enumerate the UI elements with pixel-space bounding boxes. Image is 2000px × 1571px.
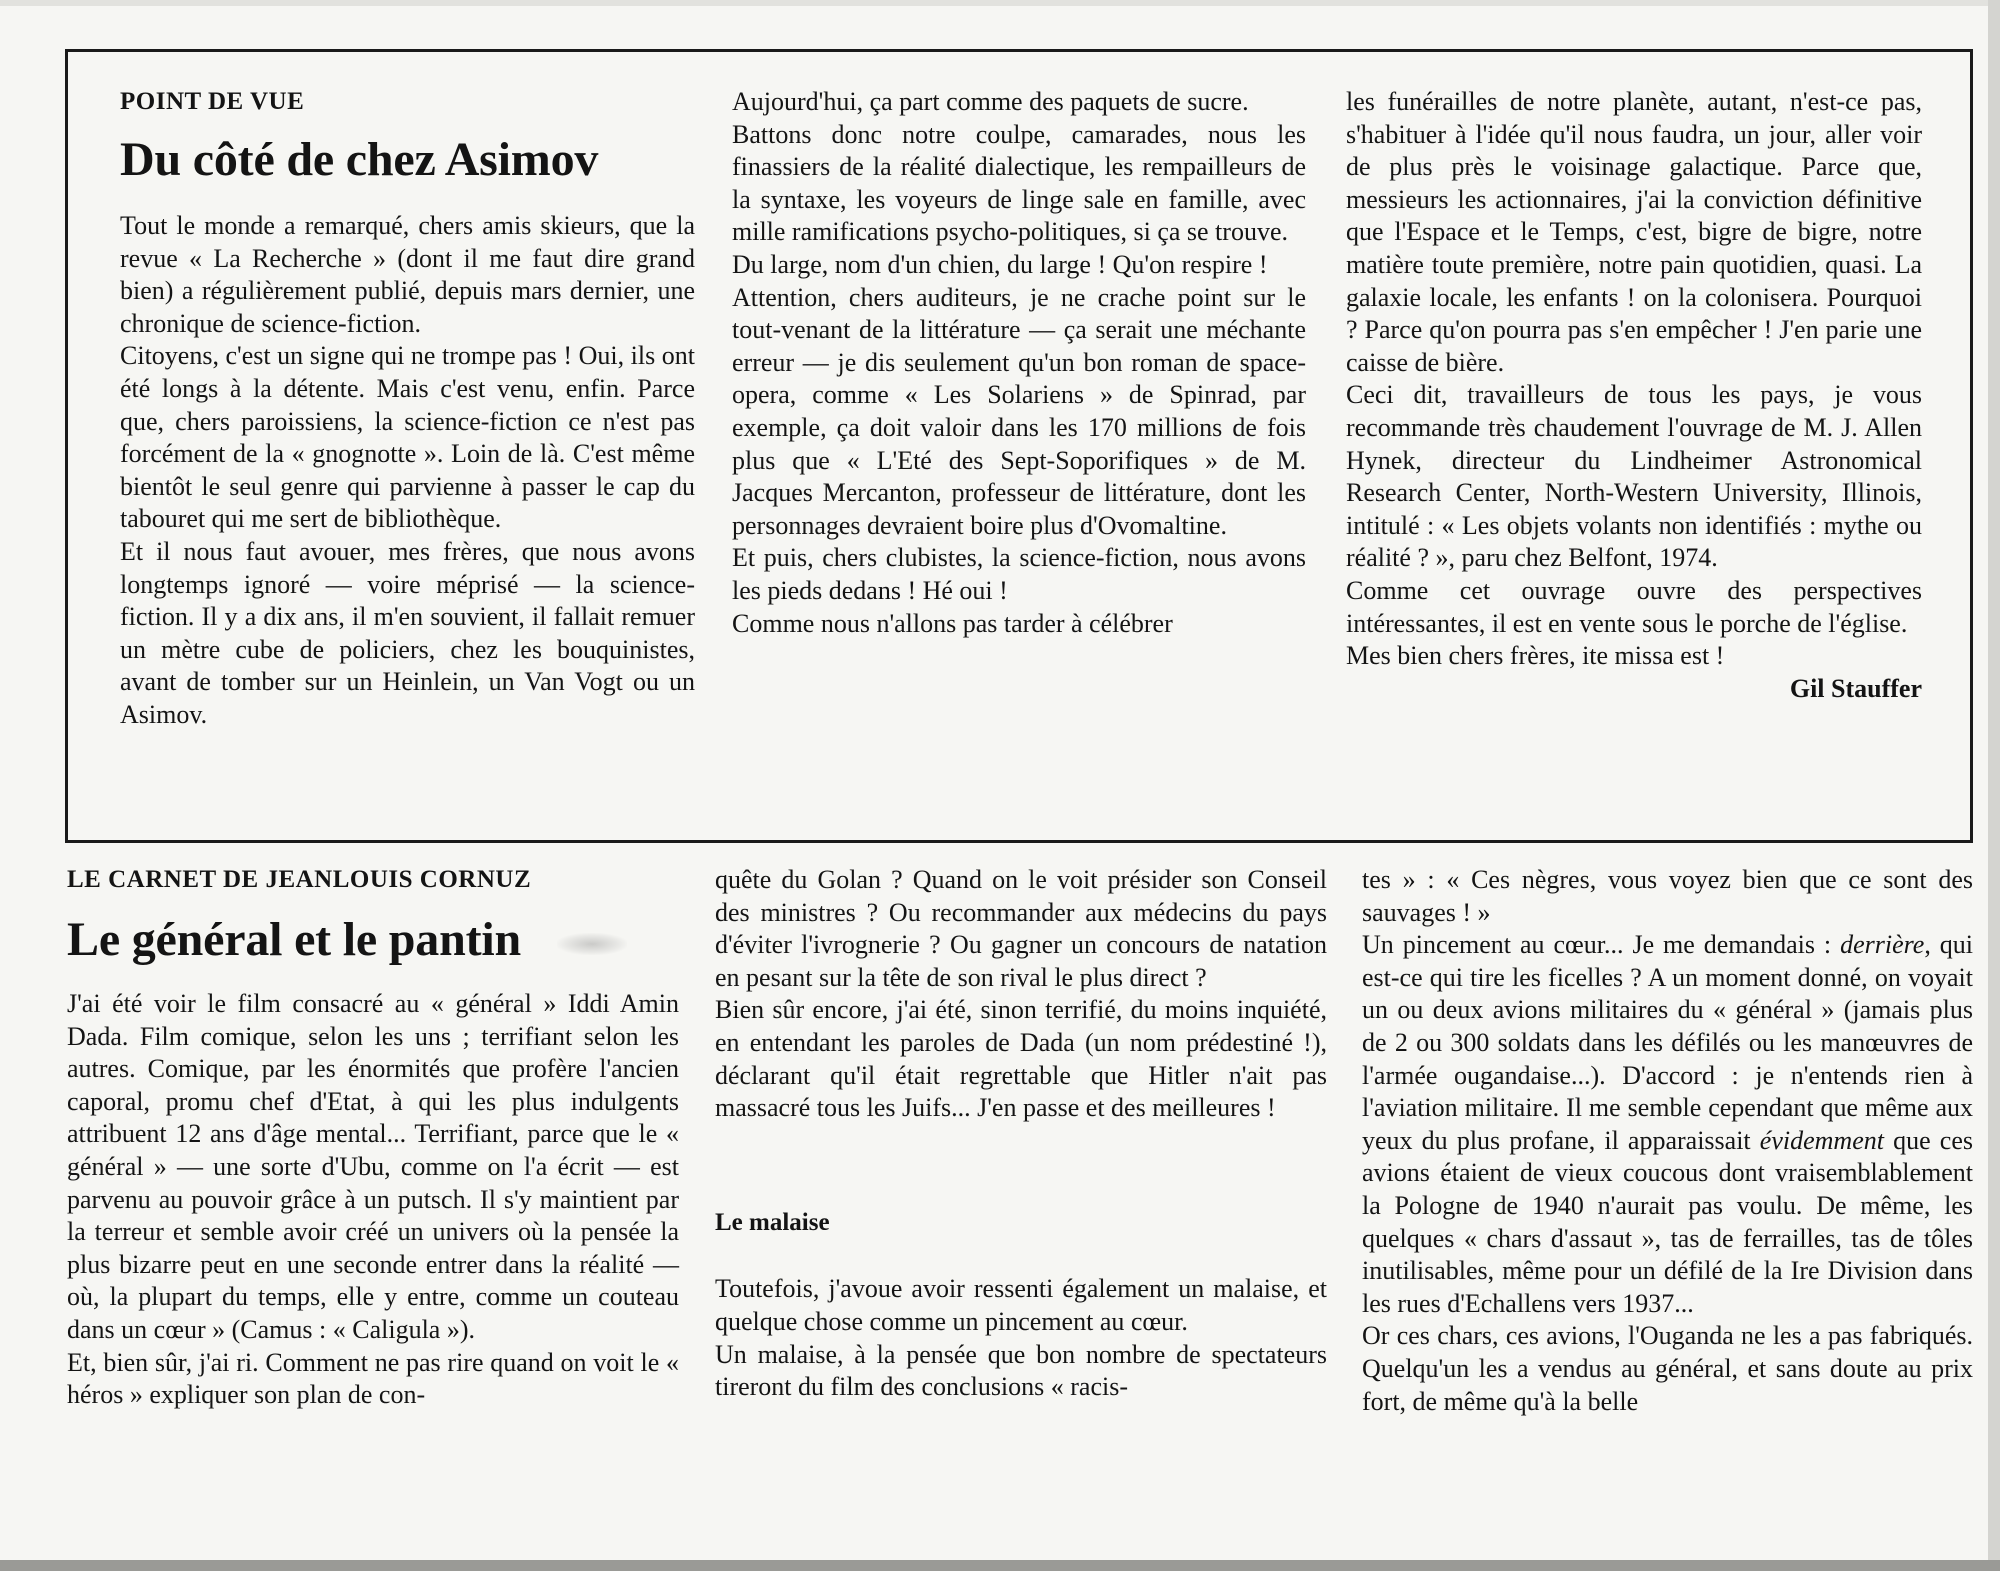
paragraph: Et puis, chers clubistes, la science-fiction, nous avons les pieds dedans ! Hé oui ! [732,543,1306,605]
section-subhead: Le malaise [715,1208,830,1236]
paragraph: les funérailles de notre planète, autant, n'est-ce pas, s'habituer à l'idée qu'il nous faudra, un jour, aller voir de plus près le voisinage galactique. Parce que, messieurs les actionnaires, j'ai la conviction définitive que l'Espace et le Temps, c'est, bigre de bigre, notre matière toute première, notre pain quotidien, quasi. La galaxie locale, les enfants ! on la colonisera. Pourquoi ? Parce qu'on pourra pas s'en empêcher ! J'en parie une caisse de bière. [1346,87,1922,377]
author-signature: Gil Stauffer [1789,673,1922,703]
paragraph: Aujourd'hui, ça part comme des paquets de sucre. [732,87,1249,116]
box-title: Du côté de chez Asimov [120,133,599,186]
paragraph [1362,929,1973,1320]
carnet-column-2 [715,864,1327,1404]
spacer [715,1125,1327,1207]
paragraph: Comme nous n'allons pas tarder à célébrer [732,608,1173,638]
ink-smudge [557,933,627,955]
paragraph: J'ai été voir le film consacré au « général » Iddi Amin Dada. Film comique, selon les uns ; terrifiant selon les autres. Comique, par les énormités que profère l'ancien caporal, promu chef d'Etat, à qui les plus indulgents attribuent 12 ans d'âge mental... Terrifiant, parce que le « général » — une sorte d'Ubu, comme on l'a écrit — est parvenu au pouvoir grâce à un putsch. Il s'y maintient par la terreur et semble avoir créé un univers où la pensée la plus bizarre peut en une seconde entrer dans la réalité — où, la plupart du temps, elle y entre, comme un couteau dans un cœur » (Camus : « Caligula »). [67,989,679,1344]
spacer [715,1239,1327,1273]
paragraph: Et il nous faut avouer, mes frères, que nous avons longtemps ignoré — voire méprisé — la science-fiction. Il y a dix ans, il m'en souvient, il fallait remuer un mètre cube de policiers, chez les bouquinistes, avant de tomber sur un Heinlein, un Van Vogt ou un Asimov. [120,536,695,729]
paragraph: Tout le monde a remarqué, chers amis skieurs, que la revue « La Recherche » (dont il me faut dire grand bien) a régulièrement publié, depuis mars dernier, une chronique de science-fiction. [120,211,695,338]
italic-run: derrière [1840,930,1925,960]
paragraph: Citoyens, c'est un signe qui ne trompe pas ! Oui, ils ont été longs à la détente. Mais c'est venu, enfin. Parce que, chers paroissiens, la science-fiction ce n'est pas forcément de la « gnognotte ». Loin de là. C'est même bientôt le seul genre qui parvienne à passer le cap du tabouret qui me sert de bibliothèque. [120,341,695,534]
box-kicker: POINT DE VUE [120,88,305,115]
text-run: Un pincement au cœur... Je me demandais : [1362,930,1832,960]
paragraph: Comme cet ouvrage ouvre des perspectives intéressantes, il est en vente sous le porche de l'église. [1346,575,1922,638]
carnet-column-1 [67,864,679,1412]
text-run: , qui est-ce qui tire les ficelles ? A un moment donné, on voyait un ou deux avions militaires du « général » (jamais plus de 2 ou 300 soldats dans les défilés ou les manœuvres de l'armée ougandaise...). D'accord : je n'entends rien à l'aviation militaire. Il me semble cependant que même aux yeux du plus profane, il apparaissait [1362,930,1974,1155]
carnet-title [67,912,679,968]
paragraph: Et, bien sûr, j'ai ri. Comment ne pas rire quand on voit le « héros » expliquer son plan de con- [67,1347,679,1410]
paragraph: Attention, chers auditeurs, je ne crache point sur le tout-venant de la littérature — ça serait une méchante erreur — je dis seulement qu'un bon roman de space-opera, comme « Les Solariens » de Spinrad, par exemple, ça doit valoir dans les 170 millions de fois plus que « L'Eté des Sept-Soporifiques » de M. Jacques Mercanton, professeur de littérature, dont les personnages devraient boire plus d'Ovomaltine. [732,282,1306,540]
italic-run: évidemment [1759,1125,1884,1155]
paragraph: quête du Golan ? Quand on le voit présider son Conseil des ministres ? Ou recommander aux médecins du pays d'éviter l'ivrognerie ? Ou gagner un concours de natation en pesant sur la tête de son rival le plus direct ? [715,865,1327,992]
paragraph: Battons donc notre coulpe, camarades, nous les finassiers de la réalité dialectique, les rempailleurs de la syntaxe, les voyeurs de linge sale en famille, avec mille ramifications psycho-politiques, si ça se trouve. [732,119,1306,247]
carnet-title-text: Le général et le pantin [67,913,522,966]
text-run: que ces avions étaient de vieux coucous dont vraisemblablement la Pologne de 1940 n'aurait pas voulu. De même, les quelques « chars d'assaut », tas de ferrailles, tas de tôles inutilisables, même pour un défilé de la Ire Division dans les rues d'Echallens vers 1937... [1362,1125,1973,1318]
paragraph: Ceci dit, travailleurs de tous les pays, je vous recommande très chaudement l'ouvrage de M. J. Allen Hynek, directeur du Lindheimer Astronomical Research Center, North-Western University, Illinois, intitulé : « Les objets volants non identifiés : mythe ou réalité ? », paru chez Belfont, 1974. [1346,380,1922,573]
paragraph: Du large, nom d'un chien, du large ! Qu'on respire ! [732,249,1268,279]
paragraph: Bien sûr encore, j'ai été, sinon terrifié, du moins inquiété, en entendant les paroles de Dada (un nom prédestiné !), déclarant qu'il était regrettable que Hitler n'ait pas massacré tous les Juifs... J'en passe et des meilleures ! [715,995,1327,1123]
paragraph: tes » : « Ces nègres, vous voyez bien que ce sont des sauvages ! » [1362,865,1973,927]
paragraph: Or ces chars, ces avions, l'Ouganda ne les a pas fabriqués. Quelqu'un les a vendus au général, et sans doute au prix fort, de même qu'à la belle [1362,1321,1973,1416]
paragraph: Toutefois, j'avoue avoir ressenti également un malaise, et quelque chose comme un pincement au cœur. [715,1274,1327,1336]
paragraph: Un malaise, à la pensée que bon nombre de spectateurs tireront du film des conclusions « racis- [715,1339,1327,1402]
carnet-kicker: LE CARNET DE JEANLOUIS CORNUZ [67,866,532,893]
carnet-column-3 [1362,864,1973,1418]
paragraph: Mes bien chers frères, ite missa est ! [1346,641,1725,671]
